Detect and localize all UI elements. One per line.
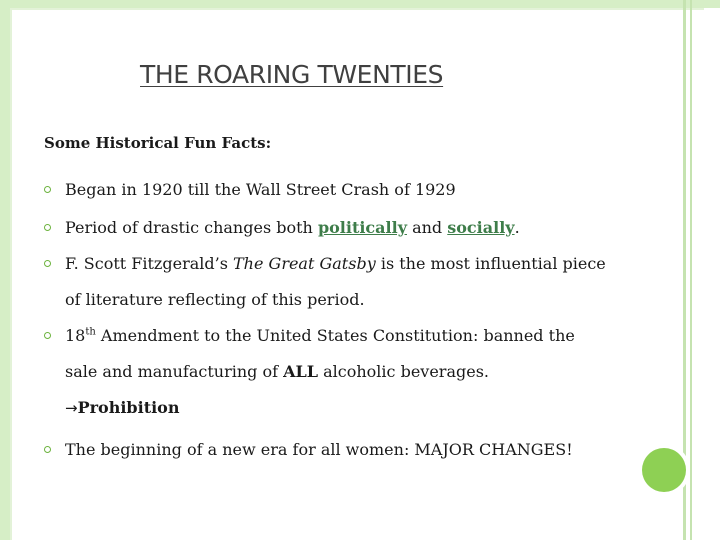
link-socially[interactable]: socially xyxy=(447,218,515,237)
bullet-text: and xyxy=(406,218,448,237)
prohibition-label: Prohibition xyxy=(77,398,180,417)
slide-title: THE ROARING TWENTIES xyxy=(140,60,444,89)
circle-bullet-icon xyxy=(44,186,51,193)
bullet-item xyxy=(44,432,664,468)
book-title: The Great Gatsby xyxy=(233,254,376,273)
circle-bullet-icon xyxy=(44,332,51,339)
emphasis-all: ALL xyxy=(283,362,319,381)
bullet-text-continued: sale and manufacturing of xyxy=(65,362,284,381)
circle-bullet-icon xyxy=(44,446,51,453)
bullet-text: Period of drastic changes both xyxy=(65,218,318,237)
bullet-text: is the most influential piece xyxy=(375,254,606,273)
bullet-text: The beginning of a new era for all women: MAJOR CHANGES! xyxy=(65,440,573,459)
circle-bullet-icon xyxy=(44,224,51,231)
right-arrow-icon: → xyxy=(65,399,78,417)
bullet-item xyxy=(44,318,664,426)
bullet-item xyxy=(44,172,664,208)
link-politically[interactable]: politically xyxy=(317,218,407,237)
bullet-item xyxy=(44,246,664,318)
bullet-text: F. Scott Fitzgerald’s xyxy=(65,254,233,273)
ordinal-suffix: th xyxy=(85,326,96,338)
bullet-text-continued: of literature reflecting of this period. xyxy=(65,290,365,309)
bullet-text: Began in 1920 till the Wall Street Crash of 1929 xyxy=(65,180,456,199)
amendment-number: 18 xyxy=(65,326,86,345)
circle-bullet-icon xyxy=(44,260,51,267)
bullet-text-continued: alcoholic beverages. xyxy=(318,362,489,381)
bullet-text: . xyxy=(514,218,520,237)
subheading: Some Historical Fun Facts: xyxy=(44,134,272,152)
right-decor-line xyxy=(690,0,692,540)
bullet-item xyxy=(44,210,664,246)
bullet-list xyxy=(44,172,664,468)
bullet-text: Amendment to the United States Constitution: banned the xyxy=(95,326,575,345)
